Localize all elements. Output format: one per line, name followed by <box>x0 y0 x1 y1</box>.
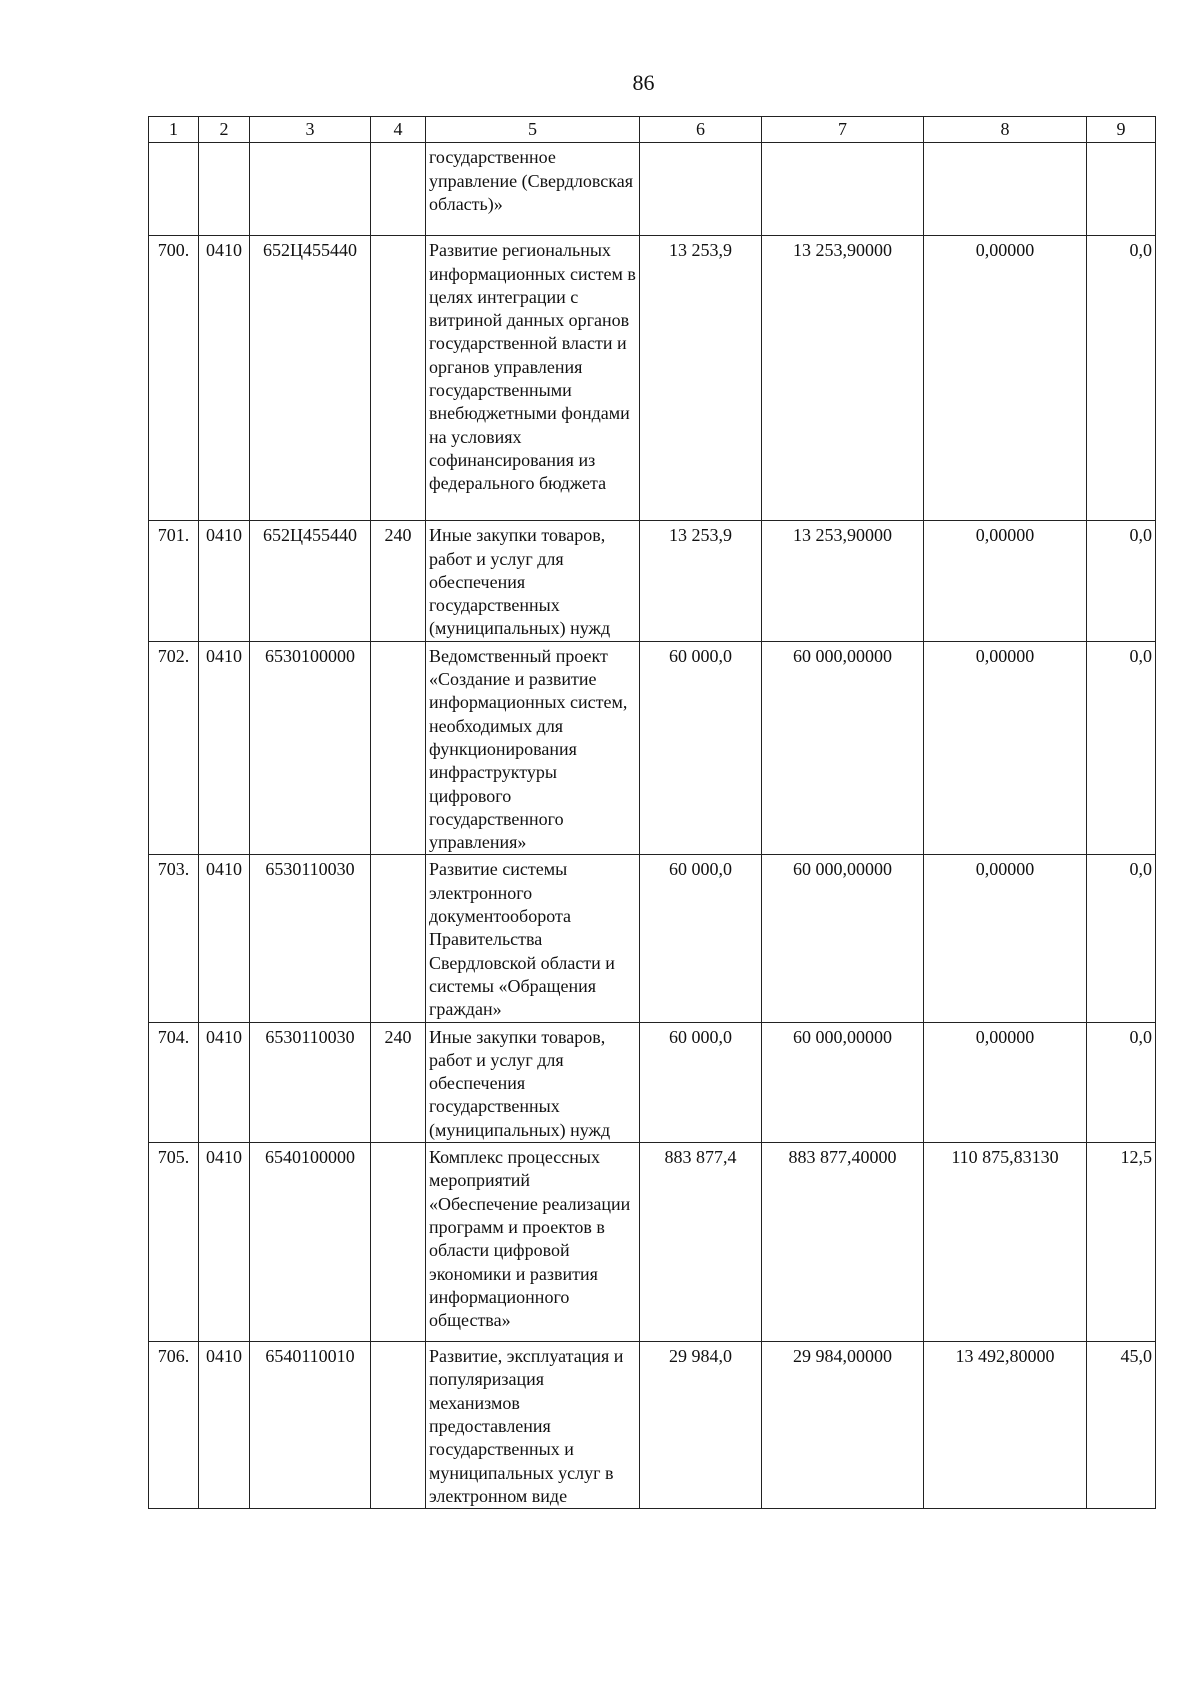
executed-amount <box>924 143 1087 236</box>
execution-percent: 0,0 <box>1087 1022 1156 1142</box>
item-name: Развитие, эксплуатация и популяризация механизмов предоставления государственных и муниципальных услуг в электронном виде <box>426 1342 640 1509</box>
execution-percent: 0,0 <box>1087 521 1156 641</box>
section-code: 0410 <box>199 1143 250 1342</box>
expense-type-code: 240 <box>371 521 426 641</box>
execution-percent: 12,5 <box>1087 1143 1156 1342</box>
executed-amount: 0,00000 <box>924 1022 1087 1142</box>
planned-amount: 13 253,9 <box>640 521 762 641</box>
section-code: 0410 <box>199 521 250 641</box>
execution-percent: 0,0 <box>1087 855 1156 1022</box>
planned-amount <box>640 143 762 236</box>
column-header: 3 <box>250 117 371 143</box>
planned-amount: 29 984,0 <box>640 1342 762 1509</box>
planned-amount: 883 877,4 <box>640 1143 762 1342</box>
execution-percent: 0,0 <box>1087 236 1156 521</box>
approved-amount <box>762 143 924 236</box>
column-header: 4 <box>371 117 426 143</box>
target-article-code: 6530110030 <box>250 855 371 1022</box>
item-name: государственное управление (Свердловская область)» <box>426 143 640 236</box>
execution-percent: 45,0 <box>1087 1342 1156 1509</box>
table-row <box>149 521 1156 641</box>
row-number: 700. <box>149 236 199 521</box>
expense-type-code: 240 <box>371 1022 426 1142</box>
row-number: 701. <box>149 521 199 641</box>
page-number: 86 <box>632 70 655 95</box>
target-article-code <box>250 143 371 236</box>
row-number: 704. <box>149 1022 199 1142</box>
column-header: 8 <box>924 117 1087 143</box>
approved-amount: 883 877,40000 <box>762 1143 924 1342</box>
expense-type-code <box>371 236 426 521</box>
column-header: 7 <box>762 117 924 143</box>
column-header: 2 <box>199 117 250 143</box>
table-row <box>149 1143 1156 1342</box>
column-header: 1 <box>149 117 199 143</box>
section-code: 0410 <box>199 236 250 521</box>
table-row <box>149 1342 1156 1509</box>
expense-type-code <box>371 1143 426 1342</box>
row-number: 705. <box>149 1143 199 1342</box>
planned-amount: 13 253,9 <box>640 236 762 521</box>
column-header: 6 <box>640 117 762 143</box>
execution-percent <box>1087 143 1156 236</box>
row-number: 702. <box>149 641 199 855</box>
target-article-code: 652Ц455440 <box>250 236 371 521</box>
target-article-code: 652Ц455440 <box>250 521 371 641</box>
table-row <box>149 641 1156 855</box>
executed-amount: 0,00000 <box>924 236 1087 521</box>
section-code: 0410 <box>199 1342 250 1509</box>
approved-amount: 60 000,00000 <box>762 1022 924 1142</box>
item-name: Комплекс процессных мероприятий «Обеспечение реализации программ и проектов в области цифровой экономики и развития информационного общества» <box>426 1143 640 1342</box>
table-row <box>149 1022 1156 1142</box>
item-name: Развитие системы электронного документооборота Правительства Свердловской области и системы «Обращения граждан» <box>426 855 640 1022</box>
approved-amount: 13 253,90000 <box>762 236 924 521</box>
target-article-code: 6530100000 <box>250 641 371 855</box>
item-name: Иные закупки товаров, работ и услуг для обеспечения государственных (муниципальных) нужд <box>426 521 640 641</box>
table-row <box>149 236 1156 521</box>
expense-type-code <box>371 1342 426 1509</box>
executed-amount: 0,00000 <box>924 641 1087 855</box>
target-article-code: 6530110030 <box>250 1022 371 1142</box>
executed-amount: 0,00000 <box>924 521 1087 641</box>
target-article-code: 6540100000 <box>250 1143 371 1342</box>
table-row <box>149 855 1156 1022</box>
executed-amount: 110 875,83130 <box>924 1143 1087 1342</box>
expense-type-code <box>371 641 426 855</box>
section-code: 0410 <box>199 855 250 1022</box>
column-number-row <box>149 117 1156 143</box>
approved-amount: 13 253,90000 <box>762 521 924 641</box>
item-name: Иные закупки товаров, работ и услуг для обеспечения государственных (муниципальных) нужд <box>426 1022 640 1142</box>
executed-amount: 0,00000 <box>924 855 1087 1022</box>
target-article-code: 6540110010 <box>250 1342 371 1509</box>
approved-amount: 60 000,00000 <box>762 641 924 855</box>
approved-amount: 29 984,00000 <box>762 1342 924 1509</box>
item-name: Развитие региональных информационных систем в целях интеграции с витриной данных органов государственной власти и органов управления государственными внебюджетными фондами на условиях софинансирования из федерального бюджета <box>426 236 640 521</box>
expense-type-code <box>371 143 426 236</box>
section-code: 0410 <box>199 1022 250 1142</box>
section-code: 0410 <box>199 641 250 855</box>
section-code <box>199 143 250 236</box>
executed-amount: 13 492,80000 <box>924 1342 1087 1509</box>
planned-amount: 60 000,0 <box>640 855 762 1022</box>
budget-table <box>148 116 1156 1509</box>
planned-amount: 60 000,0 <box>640 1022 762 1142</box>
column-header: 9 <box>1087 117 1156 143</box>
column-header: 5 <box>426 117 640 143</box>
approved-amount: 60 000,00000 <box>762 855 924 1022</box>
row-number: 703. <box>149 855 199 1022</box>
item-name: Ведомственный проект «Создание и развитие информационных систем, необходимых для функционирования инфраструктуры цифрового государственного управления» <box>426 641 640 855</box>
row-number: 706. <box>149 1342 199 1509</box>
row-number <box>149 143 199 236</box>
table-row <box>149 143 1156 236</box>
planned-amount: 60 000,0 <box>640 641 762 855</box>
expense-type-code <box>371 855 426 1022</box>
execution-percent: 0,0 <box>1087 641 1156 855</box>
